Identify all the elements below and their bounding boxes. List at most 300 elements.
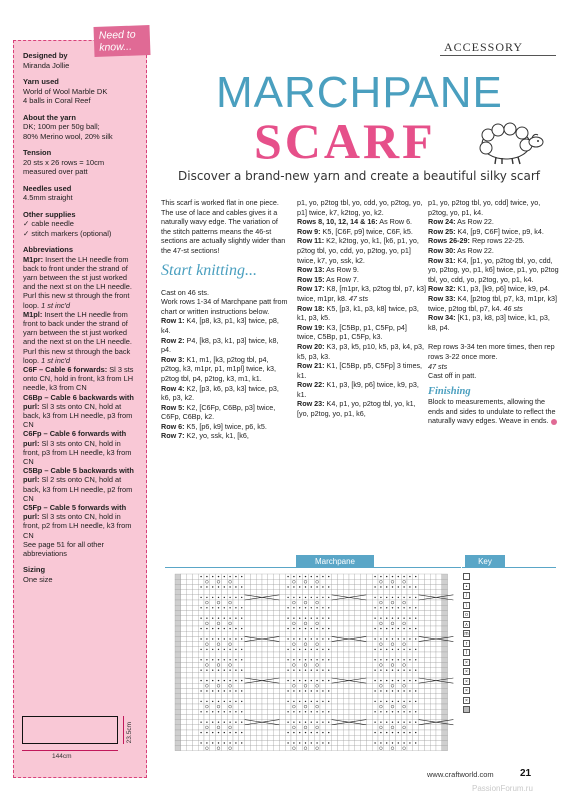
chart-purl-dot [403, 659, 404, 660]
chart-cell [424, 616, 430, 621]
chart-purl-dot [200, 576, 201, 577]
chart-purl-dot [305, 597, 306, 598]
chart-cell [204, 714, 210, 719]
chart-cell [303, 714, 309, 719]
chart-cell [314, 662, 320, 667]
chart-cell [320, 683, 326, 688]
chart-cell [239, 673, 245, 678]
chart-purl-dot [287, 649, 288, 650]
chart-cell [366, 683, 372, 688]
chart-cell [442, 662, 448, 667]
chart-purl-dot [229, 638, 230, 639]
chart-cell [332, 642, 338, 647]
chart-cell [372, 704, 378, 709]
chart-cell [303, 704, 309, 709]
chart-purl-dot [299, 711, 300, 712]
chart-cell [181, 584, 187, 589]
chart-cell [361, 694, 367, 699]
chart-cell [175, 642, 181, 647]
chart-cell [274, 699, 280, 704]
chart-cell [355, 673, 361, 678]
chart-cell [268, 694, 274, 699]
chart-cell [216, 579, 222, 584]
chart-cell [343, 683, 349, 688]
chart-cell [233, 631, 239, 636]
chart-cell [210, 631, 216, 636]
chart-cell [436, 642, 442, 647]
chart-cell [361, 746, 367, 751]
chart-cell [395, 683, 401, 688]
chart-purl-dot [241, 638, 242, 639]
chart-cell [337, 725, 343, 730]
chart-cell [384, 610, 390, 615]
chart-purl-dot [224, 638, 225, 639]
chart-cell [175, 626, 181, 631]
chart-cell [355, 616, 361, 621]
chart-purl-dot [392, 597, 393, 598]
chart-cell [366, 662, 372, 667]
width-dimension-label: 144cm [52, 753, 72, 760]
chart-purl-dot [224, 649, 225, 650]
chart-cell [181, 657, 187, 662]
chart-cell [204, 725, 210, 730]
chart-cell [175, 595, 181, 600]
chart-cell [192, 647, 198, 652]
chart-purl-dot [229, 618, 230, 619]
chart-cell [221, 735, 227, 740]
chart-cell [181, 735, 187, 740]
sheep-illustration-icon [468, 118, 548, 166]
chart-cell [181, 725, 187, 730]
chart-cell [308, 714, 314, 719]
chart-purl-dot [415, 597, 416, 598]
chart-cell [245, 668, 251, 673]
chart-cell [366, 699, 372, 704]
chart-cell [250, 725, 256, 730]
chart-purl-dot [218, 670, 219, 671]
chart-cell [349, 725, 355, 730]
chart-cell [326, 621, 332, 626]
row-instruction: Row 7: K2, yo, ssk, k1, [k6, [161, 431, 249, 441]
chart-purl-dot [229, 690, 230, 691]
chart-cell [250, 605, 256, 610]
chart-purl-dot [311, 628, 312, 629]
chart-cell [221, 610, 227, 615]
chart-cell [274, 610, 280, 615]
chart-purl-dot [305, 586, 306, 587]
chart-cell [233, 610, 239, 615]
key-swatch-icon [463, 573, 470, 580]
chart-cell [204, 631, 210, 636]
chart-cell [326, 600, 332, 605]
chart-purl-dot [398, 576, 399, 577]
chart-purl-dot [380, 597, 381, 598]
chart-cell [303, 642, 309, 647]
chart-cell [268, 662, 274, 667]
chart-cell [401, 631, 407, 636]
chart-purl-dot [409, 659, 410, 660]
chart-cell [401, 610, 407, 615]
chart-cell [332, 694, 338, 699]
chart-cell [314, 694, 320, 699]
chart-purl-dot [322, 690, 323, 691]
width-dimension-line [22, 750, 118, 751]
chart-cell [349, 574, 355, 579]
chart-cell [332, 725, 338, 730]
chart-purl-dot [212, 597, 213, 598]
chart-cell [250, 735, 256, 740]
chart-cell [401, 579, 407, 584]
chart-purl-dot [212, 649, 213, 650]
chart-cell [262, 740, 268, 745]
chart-cell [303, 694, 309, 699]
chart-purl-dot [229, 628, 230, 629]
chart-cell [343, 647, 349, 652]
chart-cell [343, 668, 349, 673]
chart-purl-dot [218, 659, 219, 660]
key-item [463, 601, 555, 611]
chart-cell [192, 616, 198, 621]
chart-cell [216, 725, 222, 730]
chart-cell [192, 688, 198, 693]
repeat-rows-text: Rep rows 3-34 ten more times, then rep rows 3-22 once more. [428, 342, 555, 361]
chart-cell [297, 652, 303, 657]
chart-cell [308, 631, 314, 636]
chart-cell [187, 626, 193, 631]
chart-purl-dot [305, 607, 306, 608]
chart-cell [285, 662, 291, 667]
chart-cell [256, 668, 262, 673]
chart-purl-dot [398, 659, 399, 660]
chart-cell [361, 662, 367, 667]
chart-cell [256, 699, 262, 704]
chart-cell [413, 579, 419, 584]
chart-cell [227, 694, 233, 699]
chart-purl-dot [293, 628, 294, 629]
chart-cell [320, 735, 326, 740]
chart-cell [303, 621, 309, 626]
chart-cell [274, 662, 280, 667]
chart-cell [343, 584, 349, 589]
chart-cell [175, 714, 181, 719]
abbreviations-heading: Abbreviations [23, 245, 74, 254]
chart-purl-dot [235, 659, 236, 660]
chart-cell [430, 574, 436, 579]
chart-cell [326, 694, 332, 699]
chart-purl-dot [311, 732, 312, 733]
key-swatch-icon: ∧ [464, 621, 469, 628]
chart-cell [262, 673, 268, 678]
chart-cell [430, 683, 436, 688]
chart-cell [274, 746, 280, 751]
chart-purl-dot [224, 597, 225, 598]
chart-cell [424, 688, 430, 693]
chart-cell [210, 642, 216, 647]
chart-purl-dot [328, 742, 329, 743]
chart-purl-dot [200, 638, 201, 639]
chart-cell [216, 652, 222, 657]
chart-cell [401, 735, 407, 740]
chart-cell [407, 725, 413, 730]
chart-cell [175, 636, 181, 641]
row-instruction: Row 31: K4, [p1, yo, p2tog tbl, yo, cdd, yo, p2tog, yo, p1, k6] twice, p1, yo, p2tog tbl, yo, cdd, yo, p2tog, yo, p1, k4. [428, 255, 559, 284]
chart-purl-dot [287, 607, 288, 608]
chart-cell [256, 662, 262, 667]
chart-cell [239, 714, 245, 719]
chart-cell [361, 657, 367, 662]
chart-cell [424, 673, 430, 678]
chart-cell [326, 673, 332, 678]
chart-cell [297, 694, 303, 699]
chart-cell [274, 642, 280, 647]
chart-cell [372, 652, 378, 657]
chart-cell [297, 735, 303, 740]
chart-cell [337, 714, 343, 719]
chart-purl-dot [398, 607, 399, 608]
chart-cell [349, 621, 355, 626]
chart-purl-dot [293, 649, 294, 650]
chart-purl-dot [311, 618, 312, 619]
row-instruction: Row 21: K1, [C5Bp, p5, C5Fp] 3 times, k1. [297, 361, 423, 380]
chart-purl-dot [293, 659, 294, 660]
row-instruction: Row 18: K5, [p3, k1, p3, k8] twice, p3, k1, p3, k5. [297, 303, 419, 323]
chart-cell [274, 657, 280, 662]
chart-cell [407, 704, 413, 709]
designer-name: Miranda Jollie [23, 60, 70, 70]
chart-cell [366, 605, 372, 610]
chart-purl-dot [380, 638, 381, 639]
chart-purl-dot [293, 701, 294, 702]
chart-cell [390, 673, 396, 678]
section-rule [440, 55, 556, 56]
chart-cell [181, 720, 187, 725]
chart-purl-dot [212, 628, 213, 629]
key-item [463, 658, 555, 668]
chart-cell [245, 694, 251, 699]
chart-purl-dot [316, 742, 317, 743]
chart-cell [303, 662, 309, 667]
chart-cell [343, 626, 349, 631]
chart-purl-dot [316, 576, 317, 577]
chart-cell [413, 714, 419, 719]
chart-cell [262, 584, 268, 589]
chart-cell [250, 694, 256, 699]
chart-cell [314, 590, 320, 595]
chart-purl-dot [386, 607, 387, 608]
chart-cell [192, 590, 198, 595]
row-instruction: Row 2: P4, [k8, p3, k1, p3] twice, k8, p4. [161, 335, 279, 355]
chart-cell [436, 657, 442, 662]
key-swatch-icon: l [463, 649, 470, 656]
chart-cell [233, 590, 239, 595]
chart-cell [390, 610, 396, 615]
chart-cell [285, 610, 291, 615]
chart-cell [274, 579, 280, 584]
chart-cell [187, 647, 193, 652]
chart-cell [256, 574, 262, 579]
chart-cell [175, 699, 181, 704]
chart-purl-dot [398, 618, 399, 619]
chart-purl-dot [409, 576, 410, 577]
chart-cell [239, 631, 245, 636]
chart-purl-dot [287, 576, 288, 577]
chart-cell [366, 688, 372, 693]
chart-cell [216, 714, 222, 719]
chart-cell [187, 605, 193, 610]
chart-cell [187, 735, 193, 740]
chart-purl-dot [322, 722, 323, 723]
chart-purl-dot [374, 597, 375, 598]
chart-purl-dot [224, 628, 225, 629]
chart-cell [250, 688, 256, 693]
chart-cell [192, 699, 198, 704]
chart-purl-dot [287, 732, 288, 733]
chart-cell [442, 631, 448, 636]
chart-cell [210, 673, 216, 678]
chart-cell [442, 610, 448, 615]
chart-purl-dot [374, 607, 375, 608]
chart-cell [349, 694, 355, 699]
chart-cell [395, 746, 401, 751]
chart-cell [245, 683, 251, 688]
chart-purl-dot [287, 586, 288, 587]
chart-cell [239, 621, 245, 626]
chart-cell [181, 688, 187, 693]
chart-cell [390, 579, 396, 584]
other-supplies-heading: Other supplies [23, 209, 76, 219]
chart-cell [436, 584, 442, 589]
chart-cell [337, 746, 343, 751]
chart-cell [372, 600, 378, 605]
chart-cell [181, 605, 187, 610]
chart-cell [256, 725, 262, 730]
chart-cell [326, 642, 332, 647]
chart-cell [192, 626, 198, 631]
chart-purl-dot [224, 586, 225, 587]
chart-cell [419, 688, 425, 693]
chart-purl-dot [212, 680, 213, 681]
key-swatch-icon: r [463, 640, 470, 647]
chart-cell [175, 740, 181, 745]
chart-cell [337, 709, 343, 714]
chart-cell [419, 746, 425, 751]
chart-cell [233, 621, 239, 626]
chart-cell [291, 652, 297, 657]
chart-cell [390, 735, 396, 740]
chart-purl-dot [299, 701, 300, 702]
footer-url[interactable]: www.craftworld.com [427, 770, 494, 779]
chart-purl-dot [287, 680, 288, 681]
chart-cell [384, 673, 390, 678]
chart-purl-dot [392, 680, 393, 681]
chart-purl-dot [241, 607, 242, 608]
chart-cell [436, 688, 442, 693]
chart-purl-dot [409, 701, 410, 702]
chart-purl-dot [224, 576, 225, 577]
chart-cell [355, 610, 361, 615]
chart-purl-dot [305, 742, 306, 743]
yarn-text: World of Wool Marble DK 4 balls in Coral Reef [23, 86, 108, 105]
chart-purl-dot [311, 638, 312, 639]
chart-cell [233, 662, 239, 667]
chart-purl-dot [398, 649, 399, 650]
chart-cell [210, 683, 216, 688]
chart-cell [332, 579, 338, 584]
chart-cell [198, 652, 204, 657]
chart-cell [285, 590, 291, 595]
chart-cell [181, 647, 187, 652]
chart-cell [175, 725, 181, 730]
chart-cell [395, 652, 401, 657]
chart-cell [192, 605, 198, 610]
chart-purl-dot [380, 742, 381, 743]
chart-cell [187, 720, 193, 725]
chart-cell [227, 704, 233, 709]
chart-cell [343, 704, 349, 709]
chart-cell [256, 610, 262, 615]
chart-cell [210, 746, 216, 751]
chart-cell [355, 730, 361, 735]
chart-purl-dot [212, 618, 213, 619]
chart-cell [355, 584, 361, 589]
chart-cell [187, 688, 193, 693]
chart-cell [274, 574, 280, 579]
chart-cell [361, 631, 367, 636]
chart-cell [291, 746, 297, 751]
chart-cell [187, 636, 193, 641]
chart-cell [262, 668, 268, 673]
chart-purl-dot [328, 628, 329, 629]
chart-purl-dot [305, 659, 306, 660]
chart-cell [413, 610, 419, 615]
chart-cell [187, 610, 193, 615]
chart-cell [355, 688, 361, 693]
chart-purl-dot [224, 659, 225, 660]
watermark: PassionForum.ru [472, 784, 533, 793]
chart-cell [175, 590, 181, 595]
chart-cell [256, 605, 262, 610]
chart-cell [419, 714, 425, 719]
chart-cell [366, 657, 372, 662]
chart-cell [245, 704, 251, 709]
chart-purl-dot [398, 670, 399, 671]
chart-cell [297, 662, 303, 667]
chart-cell [349, 709, 355, 714]
cast-off-text: Cast off in patt. [428, 371, 477, 381]
chart-purl-dot [206, 722, 207, 723]
row-instruction: Row 6: K5, [p6, k9] twice, p6, k5. [161, 421, 267, 431]
chart-purl-dot [299, 576, 300, 577]
chart-purl-dot [305, 722, 306, 723]
chart-cell [419, 735, 425, 740]
chart-cell [390, 590, 396, 595]
chart-purl-dot [392, 690, 393, 691]
chart-cell [349, 735, 355, 740]
chart-cell [332, 688, 338, 693]
chart-cell [262, 647, 268, 652]
chart-purl-dot [200, 659, 201, 660]
chart-cell [192, 600, 198, 605]
chart-purl-dot [409, 732, 410, 733]
chart-cell [349, 688, 355, 693]
chart-cell [256, 600, 262, 605]
chart-cell [361, 605, 367, 610]
chart-cell [175, 610, 181, 615]
chart-cell [430, 746, 436, 751]
chart-cell [355, 746, 361, 751]
chart-purl-dot [235, 680, 236, 681]
chart-purl-dot [287, 638, 288, 639]
